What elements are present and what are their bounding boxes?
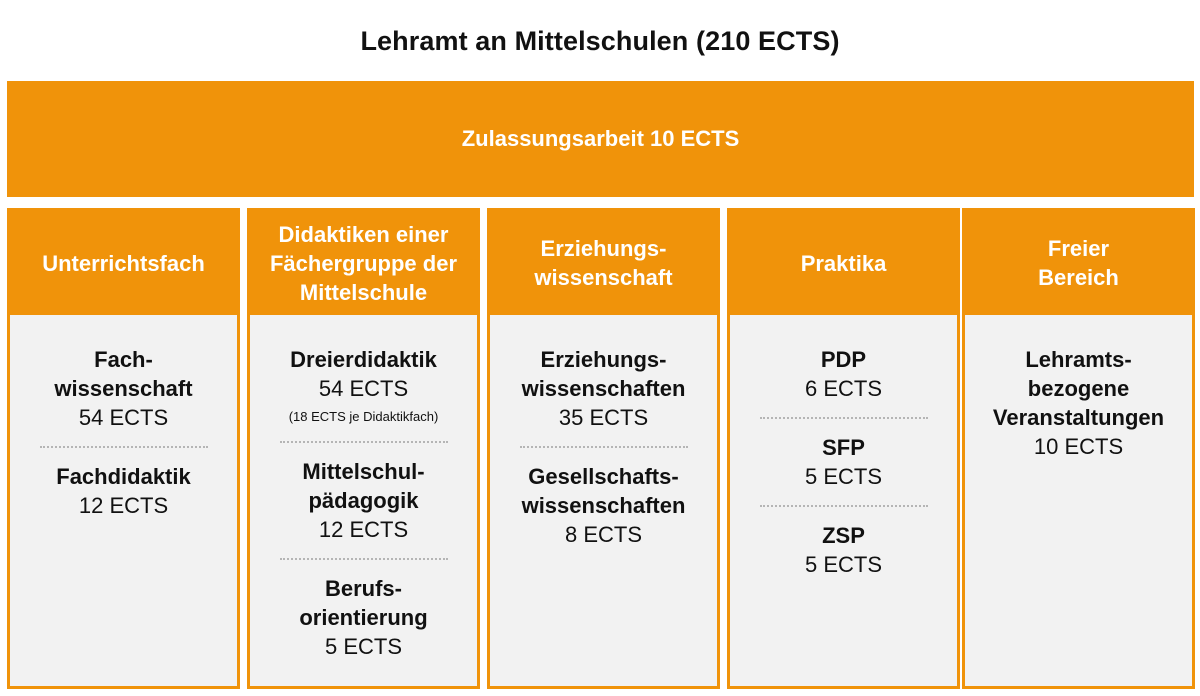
dotted-divider — [280, 441, 448, 443]
module-entry — [289, 345, 439, 427]
module-ects: 10 ECTS — [1033, 434, 1124, 459]
dotted-divider — [760, 505, 928, 507]
column-praktika — [727, 208, 960, 689]
column-body — [250, 315, 477, 661]
column-didaktiken — [247, 208, 480, 689]
diagram-title: Lehramt an Mittelschulen (210 ECTS) — [360, 26, 840, 56]
module-ects: 5 ECTS — [804, 552, 883, 577]
module-ects: 54 ECTS — [78, 405, 169, 430]
module-entry — [805, 345, 882, 403]
module-name: Gesellschafts- wissenschaften — [521, 464, 686, 518]
column-header — [10, 211, 237, 315]
module-name: Mittelschul- pädagogik — [302, 459, 425, 513]
module-name: SFP — [822, 435, 865, 460]
module-ects: 8 ECTS — [564, 522, 643, 547]
column-header — [250, 211, 477, 315]
column-header — [730, 211, 957, 315]
module-ects: 6 ECTS — [804, 376, 883, 401]
column-body — [730, 315, 957, 579]
module-ects: 35 ECTS — [558, 405, 649, 430]
module-entry — [522, 345, 686, 432]
dotted-divider — [40, 446, 208, 448]
module-name: ZSP — [822, 523, 865, 548]
module-entry — [993, 345, 1164, 461]
module-entry — [805, 521, 882, 579]
column-body — [965, 315, 1192, 461]
banner-label: Zulassungsarbeit 10 ECTS — [461, 126, 740, 151]
column-header-label: Unterrichtsfach — [42, 250, 205, 276]
module-ects: 54 ECTS — [318, 376, 409, 401]
column-header-label: Freier Bereich — [1038, 236, 1119, 290]
module-name: PDP — [820, 347, 867, 372]
module-name: Lehramts- bezogene Veranstaltungen — [992, 347, 1165, 430]
module-ects: 12 ECTS — [78, 493, 169, 518]
module-entry — [299, 574, 427, 661]
dotted-divider — [280, 558, 448, 560]
column-header-label: Didaktiken einer Fächergruppe der Mittelschule — [269, 221, 458, 305]
column-header — [490, 211, 717, 315]
module-name: Dreierdidaktik — [290, 347, 437, 372]
module-ects: 12 ECTS — [318, 517, 409, 542]
column-unterrichtsfach — [7, 208, 240, 689]
column-header-label: Praktika — [800, 250, 887, 276]
dotted-divider — [520, 446, 688, 448]
module-entry — [805, 433, 882, 491]
column-body — [490, 315, 717, 549]
column-freier-bereich — [962, 208, 1195, 689]
module-entry — [522, 462, 686, 549]
module-name: Berufs- orientierung — [299, 576, 428, 630]
module-note: (18 ECTS je Didaktikfach) — [288, 409, 439, 424]
module-entry — [54, 345, 192, 432]
module-ects: 5 ECTS — [804, 464, 883, 489]
module-ects: 5 ECTS — [324, 634, 403, 659]
module-name: Fach- wissenschaft — [54, 347, 193, 401]
module-entry — [56, 462, 190, 520]
column-header — [965, 211, 1192, 315]
zulassungsarbeit-banner — [7, 81, 1194, 197]
module-entry — [302, 457, 424, 544]
column-erziehungswissenschaft — [487, 208, 720, 689]
module-name: Erziehungs- wissenschaften — [521, 347, 686, 401]
column-body — [10, 315, 237, 520]
module-name: Fachdidaktik — [56, 464, 191, 489]
dotted-divider — [760, 417, 928, 419]
column-header-label: Erziehungs- wissenschaft — [534, 236, 673, 290]
